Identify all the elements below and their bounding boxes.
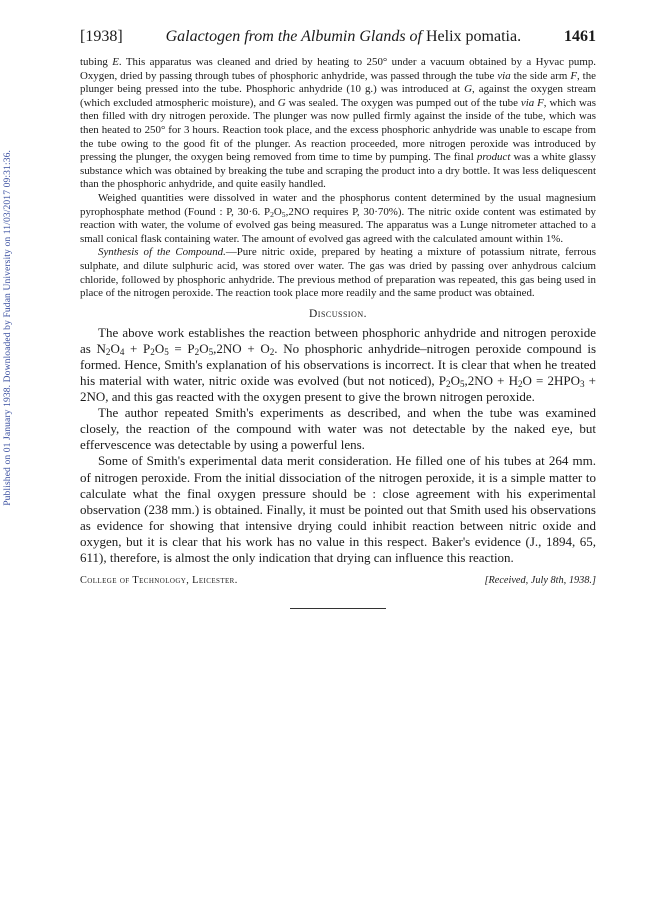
paragraph-apparatus: tubing E. This apparatus was cleaned and dried by heating to 250° under a vacuum obtained by a Hyvac pump. Oxygen, dried by passing through tubes of phosphoric anhydride, was passed through the tube via the side arm F, the plunger being pressed into the tube. Phosphoric anhydride (10 g.) was introduced at G, against the oxygen stream (which excluded atmospheric moisture), and G was sealed. The oxygen was pumped out of the tube via F, which was then filled with dry nitrogen peroxide. The plunger was now pulled firmly against the inside of the tube, which was then heated to 250° for 3 hours. Reaction took place, and the excess phosphoric anhydride was unable to escape from the tube owing to the good fit of the plunger. As reaction proceeded, more nitrogen peroxide was introduced by pressing the plunger, the oxygen being removed from time to time by pumping. The final product was a white glassy substance which was obtained by breaking the tube and scraping the product into a dry bottle. It was less deliquescent than the phosphoric anhydride, and quite easily handled. xyxy=(80,56,596,191)
paragraph-analysis: Weighed quantities were dissolved in water and the phosphorus content determined by the usual magnesium pyrophosphate method (Found : P, 30·6. $P_2O_5,2NO$ requires P, 30·70%). The nitric oxide content was estimated by reaction with water, the volume of evolved gas being measured. The apparatus was a Lunge nitrometer attached to a small conical flask containing water. The amount of evolved gas agreed with the calculated amount within 1%. xyxy=(80,191,596,245)
header-year: [1938] xyxy=(80,28,123,45)
discussion-heading: Discussion. xyxy=(308,307,368,320)
paragraph-synthesis: Synthesis of the Compound.—Pure nitric oxide, prepared by heating a mixture of potassium nitrate, ferrous sulphate, and dilute sulphuric acid, was stored over water. The gas was dried by passing over anhydrous calcium chloride, followed by phosphoric anhydride. The previous method of preparation was repeated, this gas being used in place of the nitrogen peroxide. The reaction took place more readily and the same product was obtained. xyxy=(80,246,596,300)
college-affiliation: College of Technology, Leicester. xyxy=(80,575,238,587)
header-title: Galactogen from the Albumin Glands of Helix pomatia. xyxy=(165,28,522,45)
received-date: [Received, July 8th, 1938.] xyxy=(484,575,596,587)
publication-side-note: Published on 01 January 1938. Downloaded by Fudan University on 11/03/2017 09:31:36. xyxy=(2,150,13,506)
page xyxy=(80,28,596,609)
discussion-paragraph-1: The above work establishes the reaction between phosphoric anhydride and nitrogen peroxide as $N_2O_4 + P_2O_5 = P_2O_5,2NO + O_2$. No phosphoric anhydride–nitrogen peroxide compound is formed. Hence, Smith's explanation of his observations is incorrect. It is clear that when he treated his material with water, nitric oxide was evolved (but not noticed), $P_2O_5,2NO + H_2O = 2HPO_3 + 2NO$, and this gas reacted with the oxygen present to give the brown nitrogen peroxide. xyxy=(80,324,597,405)
running-header xyxy=(80,28,596,46)
discussion-text xyxy=(80,325,596,566)
page-number: 1461 xyxy=(564,28,596,45)
discussion-paragraph-2: The author repeated Smith's experiments as described, and when the tube was examined closely, the reaction of the compound with water was not detectable by the naked eye, but effervescence was detectable by using a powerful lens. xyxy=(80,405,596,453)
discussion-paragraph-3: Some of Smith's experimental data merit consideration. He filled one of his tubes at 264 mm. of nitrogen peroxide. From the initial dissociation of the nitrogen peroxide, it is a simple matter to calculate what the final oxygen pressure should be : close agreement with his experimental observation (238 mm.) is obtained. Finally, it must be pointed out that Smith used his observations as evidence for showing that intensive drying could inhibit reaction between nitric oxide and oxygen, but it is clear that his work has no value in this respect. Baker's evidence (J., 1894, 65, 611), therefore, is almost the only indication that drying can influence this reaction. xyxy=(80,453,596,565)
footer xyxy=(80,575,596,586)
end-rule-divider xyxy=(290,608,386,609)
experimental-text xyxy=(80,56,596,301)
